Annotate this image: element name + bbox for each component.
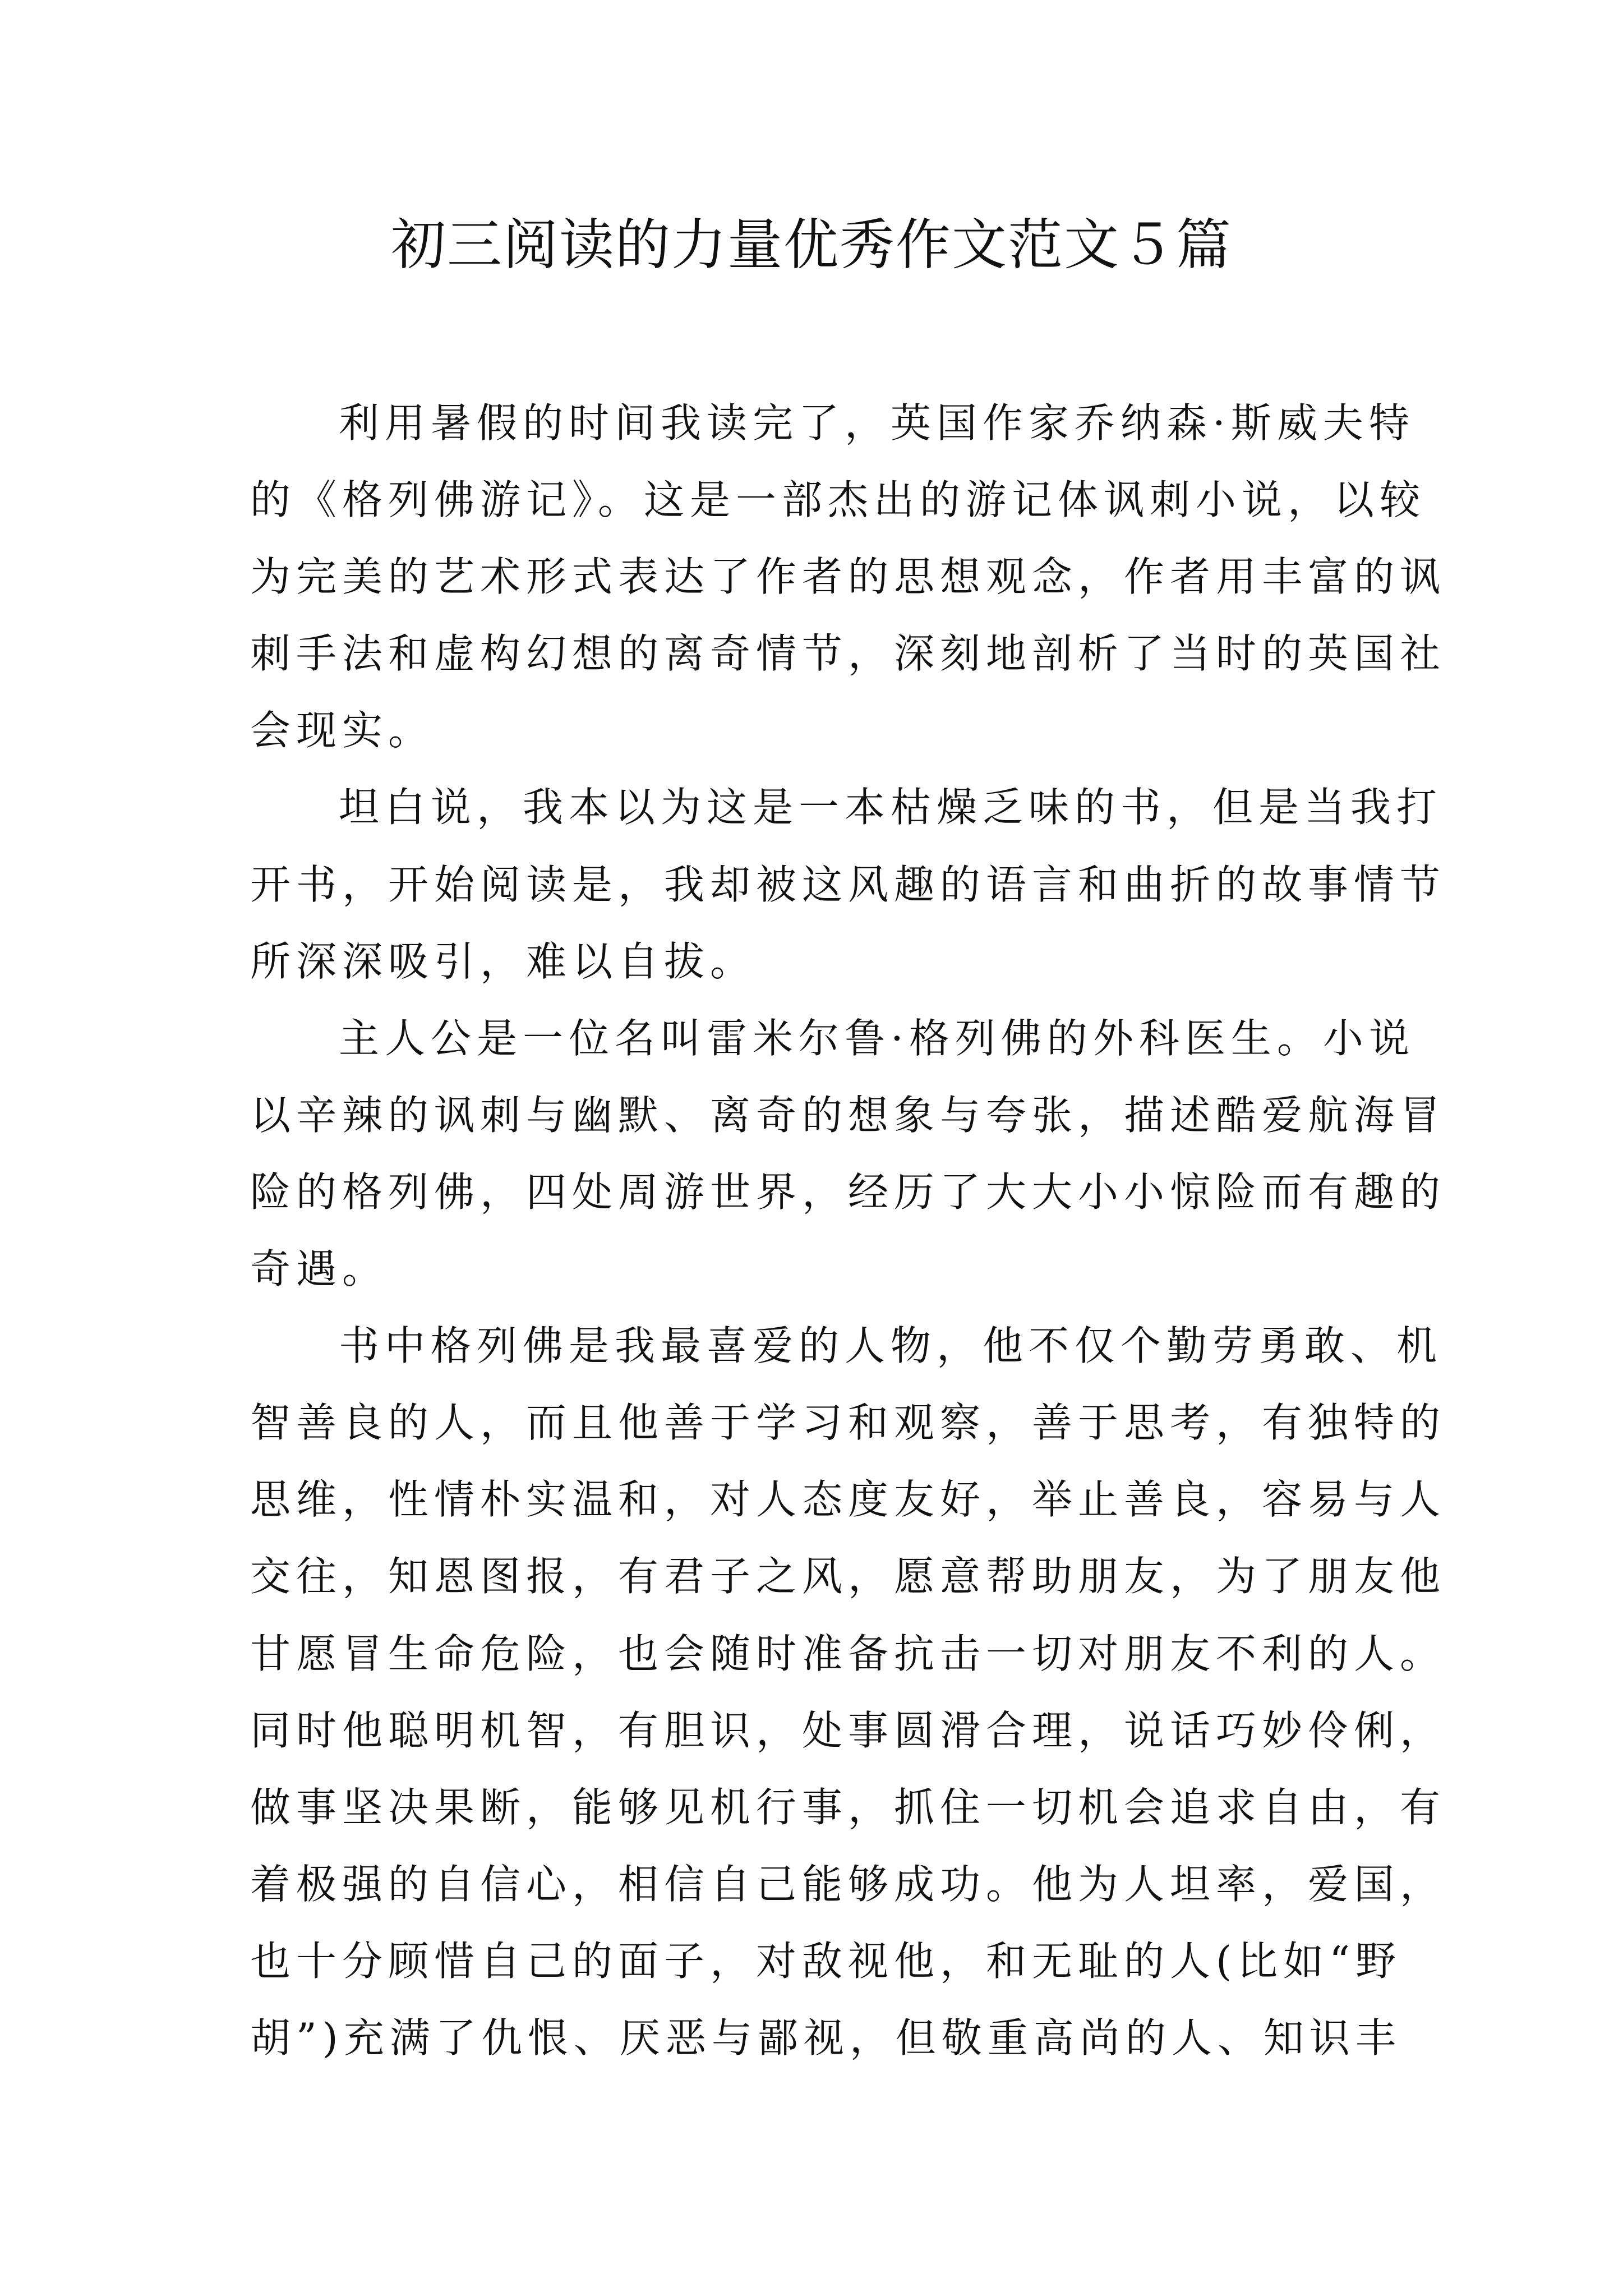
paragraph-line: 奇遇。 bbox=[250, 1245, 389, 1293]
paragraph-line: 开书，开始阅读是，我却被这风趣的语言和曲折的故事情节 bbox=[250, 861, 1446, 908]
paragraph-line: 的《格列佛游记》。这是一部杰出的游记体讽刺小说，以较 bbox=[250, 476, 1426, 524]
paragraph-line: 做事坚决果断，能够见机行事，抓住一切机会追求自由，有 bbox=[250, 1783, 1446, 1831]
document-body bbox=[250, 385, 1446, 2077]
paragraph-line: 也十分顾惜自己的面子，对敌视他，和无耻的人(比如“野 bbox=[250, 1937, 1401, 1985]
paragraph-line: 思维，性情朴实温和，对人态度友好，举止善良，容易与人 bbox=[250, 1476, 1446, 1524]
paragraph-line: 智善良的人，而且他善于学习和观察，善于思考，有独特的 bbox=[250, 1399, 1446, 1447]
paragraph-line: 刺手法和虚构幻想的离奇情节，深刻地剖析了当时的英国社 bbox=[250, 630, 1446, 678]
paragraph-line: 书中格列佛是我最喜爱的人物，他不仅个勤劳勇敢、机 bbox=[339, 1322, 1443, 1370]
paragraph-line: 为完美的艺术形式表达了作者的思想观念，作者用丰富的讽 bbox=[250, 553, 1446, 601]
paragraph-line: 交往，知恩图报，有君子之风，愿意帮助朋友，为了朋友他 bbox=[250, 1553, 1446, 1600]
paragraph-line: 主人公是一位名叫雷米尔鲁·格列佛的外科医生。小说 bbox=[339, 1014, 1415, 1062]
paragraph-line: 胡”)充满了仇恨、厌恶与鄙视，但敬重高尚的人、知识丰 bbox=[250, 2014, 1401, 2062]
paragraph-line: 所深深吸引，难以自拔。 bbox=[250, 937, 757, 985]
paragraph-line: 险的格列佛，四处周游世界，经历了大大小小惊险而有趣的 bbox=[250, 1168, 1446, 1216]
document-title: 初三阅读的力量优秀作文范文５篇 bbox=[390, 213, 1232, 277]
paragraph-line: 同时他聪明机智，有胆识，处事圆滑合理，说话巧妙伶俐， bbox=[250, 1706, 1446, 1754]
paragraph-line: 利用暑假的时间我读完了，英国作家乔纳森·斯威夫特 bbox=[339, 399, 1415, 447]
paragraph-line: 会现实。 bbox=[250, 707, 435, 754]
paragraph-line: 甘愿冒生命危险，也会随时准备抗击一切对朋友不利的人。 bbox=[250, 1630, 1446, 1677]
paragraph-line: 着极强的自信心，相信自己能够成功。他为人坦率，爱国， bbox=[250, 1860, 1446, 1908]
paragraph-line: 坦白说，我本以为这是一本枯燥乏味的书，但是当我打 bbox=[339, 784, 1443, 831]
paragraph-line: 以辛辣的讽刺与幽默、离奇的想象与夸张，描述酷爱航海冒 bbox=[250, 1091, 1446, 1139]
